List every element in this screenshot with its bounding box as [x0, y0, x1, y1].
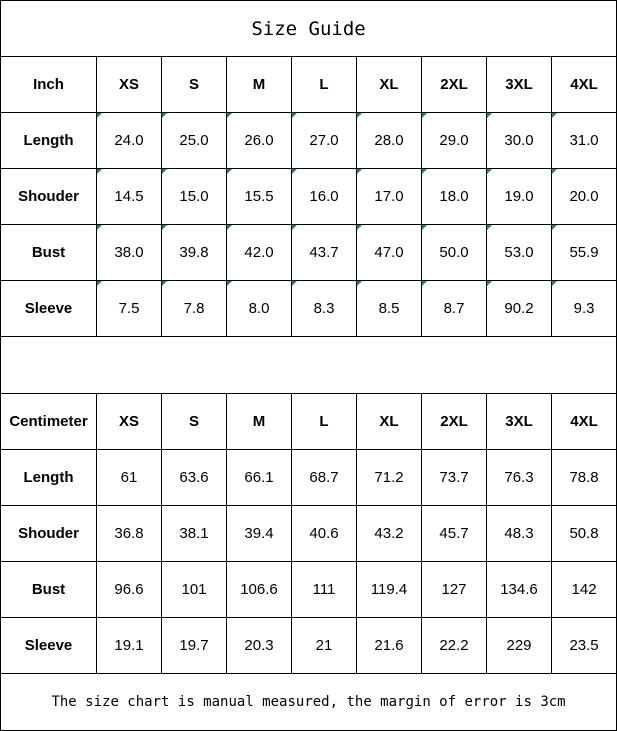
measurement-value: 18.0	[422, 169, 487, 225]
table-row	[1, 113, 617, 169]
size-header-4xl: 4XL	[552, 57, 617, 113]
size-header-row	[1, 57, 617, 113]
measurement-label: Length	[1, 113, 97, 169]
table-row	[1, 281, 617, 337]
measurement-value: 7.5	[97, 281, 162, 337]
measurement-value: 16.0	[292, 169, 357, 225]
measurement-value: 90.2	[487, 281, 552, 337]
inch-section	[1, 57, 617, 337]
measurement-value: 66.1	[227, 450, 292, 506]
measurement-value: 127	[422, 562, 487, 618]
measurement-value: 45.7	[422, 506, 487, 562]
measurement-value: 15.5	[227, 169, 292, 225]
size-header-l: L	[292, 394, 357, 450]
measurement-value: 78.8	[552, 450, 617, 506]
measurement-value: 15.0	[162, 169, 227, 225]
measurement-value: 9.3	[552, 281, 617, 337]
table-row	[1, 506, 617, 562]
size-header-xl: XL	[357, 394, 422, 450]
measurement-value: 39.8	[162, 225, 227, 281]
size-header-l: L	[292, 57, 357, 113]
measurement-value: 96.6	[97, 562, 162, 618]
section-divider	[1, 337, 617, 394]
measurement-value: 111	[292, 562, 357, 618]
table-row	[1, 169, 617, 225]
measurement-value: 76.3	[487, 450, 552, 506]
table-row	[1, 562, 617, 618]
measurement-value: 21.6	[357, 618, 422, 674]
measurement-value: 23.5	[552, 618, 617, 674]
measurement-value: 30.0	[487, 113, 552, 169]
measurement-label: Bust	[1, 225, 97, 281]
measurement-value: 8.7	[422, 281, 487, 337]
unit-label: Inch	[1, 57, 97, 113]
measurement-value: 20.0	[552, 169, 617, 225]
measurement-label: Shouder	[1, 506, 97, 562]
measurement-value: 21	[292, 618, 357, 674]
measurement-value: 25.0	[162, 113, 227, 169]
measurement-value: 38.0	[97, 225, 162, 281]
measurement-note: The size chart is manual measured, the margin of error is 3cm	[1, 674, 617, 731]
size-header-row	[1, 394, 617, 450]
measurement-label: Sleeve	[1, 618, 97, 674]
page-title: Size Guide	[1, 1, 617, 57]
measurement-value: 43.2	[357, 506, 422, 562]
size-header-xs: XS	[97, 394, 162, 450]
size-header-m: M	[227, 57, 292, 113]
measurement-value: 229	[487, 618, 552, 674]
size-header-xl: XL	[357, 57, 422, 113]
measurement-value: 24.0	[97, 113, 162, 169]
measurement-value: 39.4	[227, 506, 292, 562]
measurement-value: 14.5	[97, 169, 162, 225]
measurement-value: 31.0	[552, 113, 617, 169]
measurement-value: 19.1	[97, 618, 162, 674]
unit-label: Centimeter	[1, 394, 97, 450]
table-row	[1, 618, 617, 674]
size-header-2xl: 2XL	[422, 57, 487, 113]
measurement-value: 29.0	[422, 113, 487, 169]
measurement-value: 7.8	[162, 281, 227, 337]
measurement-value: 26.0	[227, 113, 292, 169]
measurement-value: 134.6	[487, 562, 552, 618]
measurement-label: Bust	[1, 562, 97, 618]
measurement-value: 17.0	[357, 169, 422, 225]
measurement-value: 63.6	[162, 450, 227, 506]
measurement-label: Length	[1, 450, 97, 506]
measurement-value: 27.0	[292, 113, 357, 169]
size-header-m: M	[227, 394, 292, 450]
measurement-value: 53.0	[487, 225, 552, 281]
measurement-value: 28.0	[357, 113, 422, 169]
measurement-value: 48.3	[487, 506, 552, 562]
measurement-value: 19.0	[487, 169, 552, 225]
measurement-value: 8.0	[227, 281, 292, 337]
table-row	[1, 450, 617, 506]
size-header-3xl: 3XL	[487, 57, 552, 113]
measurement-value: 40.6	[292, 506, 357, 562]
measurement-value: 42.0	[227, 225, 292, 281]
measurement-value: 50.8	[552, 506, 617, 562]
measurement-value: 50.0	[422, 225, 487, 281]
size-header-xs: XS	[97, 57, 162, 113]
measurement-value: 55.9	[552, 225, 617, 281]
size-header-2xl: 2XL	[422, 394, 487, 450]
size-header-s: S	[162, 57, 227, 113]
measurement-value: 106.6	[227, 562, 292, 618]
measurement-value: 142	[552, 562, 617, 618]
measurement-value: 36.8	[97, 506, 162, 562]
measurement-label: Sleeve	[1, 281, 97, 337]
measurement-value: 119.4	[357, 562, 422, 618]
measurement-value: 38.1	[162, 506, 227, 562]
size-header-3xl: 3XL	[487, 394, 552, 450]
measurement-value: 20.3	[227, 618, 292, 674]
measurement-value: 19.7	[162, 618, 227, 674]
measurement-value: 61	[97, 450, 162, 506]
measurement-value: 8.3	[292, 281, 357, 337]
measurement-value: 43.7	[292, 225, 357, 281]
table-row	[1, 225, 617, 281]
measurement-value: 22.2	[422, 618, 487, 674]
measurement-value: 101	[162, 562, 227, 618]
size-header-s: S	[162, 394, 227, 450]
measurement-value: 47.0	[357, 225, 422, 281]
measurement-label: Shouder	[1, 169, 97, 225]
measurement-value: 73.7	[422, 450, 487, 506]
measurement-value: 71.2	[357, 450, 422, 506]
measurement-value: 68.7	[292, 450, 357, 506]
size-header-4xl: 4XL	[552, 394, 617, 450]
centimeter-section	[1, 394, 617, 674]
measurement-value: 8.5	[357, 281, 422, 337]
